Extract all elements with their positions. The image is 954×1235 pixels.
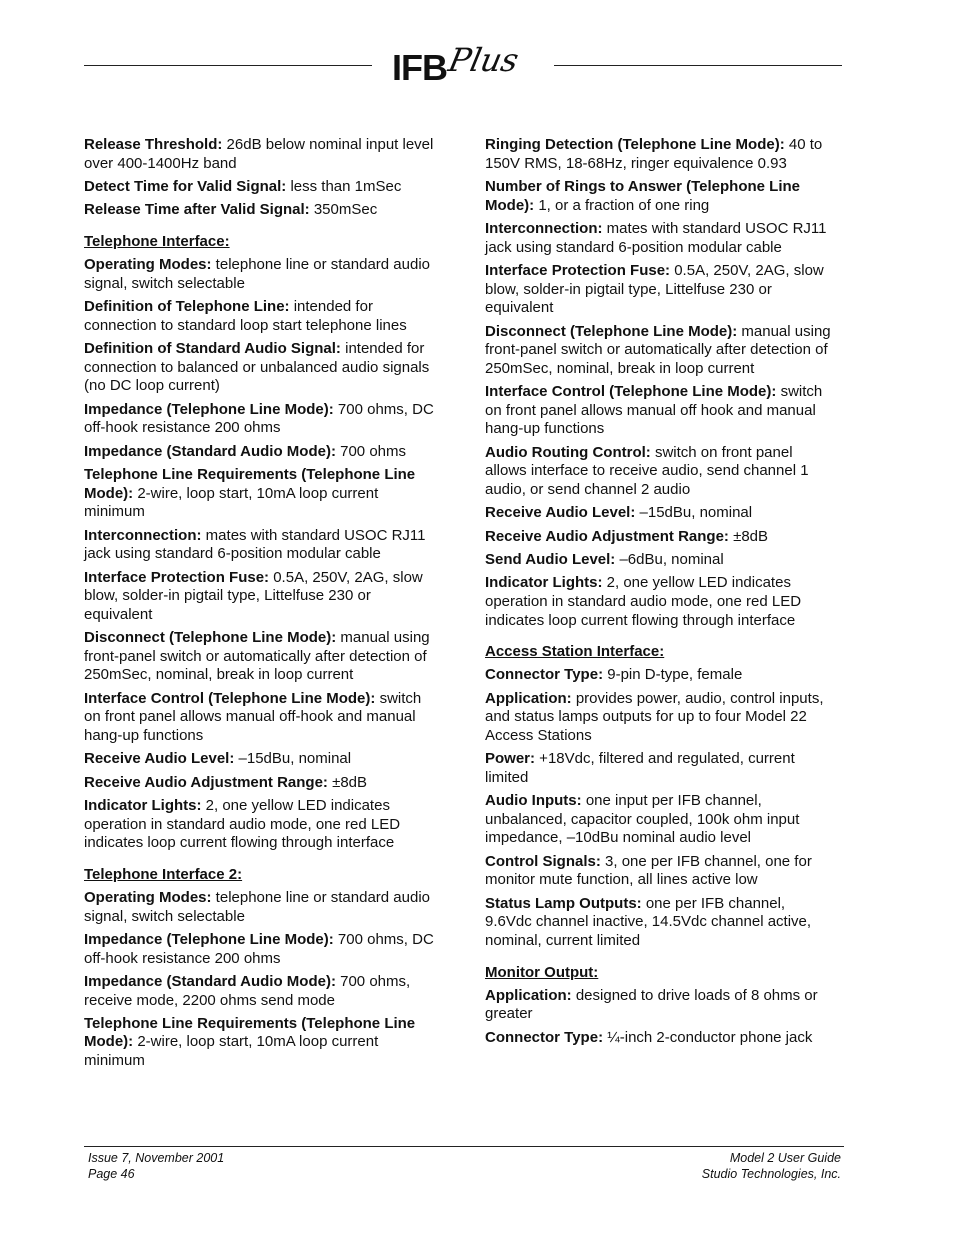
spec-label: Indicator Lights: bbox=[84, 797, 202, 815]
spec-entry bbox=[84, 629, 439, 685]
spec-entry bbox=[485, 551, 835, 570]
spec-entry bbox=[84, 340, 439, 396]
ifb-plus-logo bbox=[392, 40, 523, 88]
left-column bbox=[84, 136, 439, 1075]
spec-entry bbox=[485, 444, 835, 500]
spec-entry bbox=[84, 443, 439, 462]
footer-left bbox=[88, 1151, 224, 1182]
spec-entry bbox=[84, 1015, 439, 1071]
spec-label: Interface Protection Fuse: bbox=[485, 261, 671, 279]
spec-label: Application: bbox=[485, 986, 572, 1004]
spec-entry bbox=[84, 973, 439, 1010]
spec-value: 700 ohms, DC off-hook resistance 200 ohms bbox=[84, 930, 434, 967]
spec-label: Application: bbox=[485, 689, 572, 707]
spec-label: Operating Modes: bbox=[84, 256, 212, 274]
spec-value: +18Vdc, filtered and regulated, current limited bbox=[485, 750, 795, 786]
spec-label: Connector Type: bbox=[485, 666, 604, 684]
spec-label: Receive Audio Adjustment Range: bbox=[485, 527, 729, 545]
section-heading: Telephone Interface 2: bbox=[84, 865, 243, 883]
spec-value: switch on front panel allows manual off-hook and manual hang-up functions bbox=[84, 689, 422, 744]
spec-value: 40 to 150V RMS, 18-68Hz, ringer equivalence 0.93 bbox=[485, 136, 823, 172]
spec-entry bbox=[84, 256, 439, 293]
spec-value: mates with standard USOC RJ11 jack using standard 6-position modular cable bbox=[84, 526, 426, 563]
spec-label: Ringing Detection (Telephone Line Mode): bbox=[485, 136, 785, 153]
spec-entry bbox=[84, 690, 439, 746]
spec-value: intended for connection to balanced or unbalanced audio signals (no DC loop current) bbox=[84, 340, 430, 395]
spec-label: Disconnect (Telephone Line Mode): bbox=[84, 629, 337, 647]
spec-value: –15dBu, nominal bbox=[635, 504, 753, 522]
spec-value: switch on front panel allows manual off hook and manual hang-up functions bbox=[485, 383, 823, 438]
spec-entry bbox=[84, 298, 439, 335]
spec-entry bbox=[84, 527, 439, 564]
spec-value: switch on front panel allows interface to receive audio, send channel 1 audio, or send channel 2 audio bbox=[485, 443, 809, 498]
spec-value: manual using front-panel switch or automatically after detection of 250mSec, nominal, break in loop current bbox=[485, 322, 831, 377]
spec-entry bbox=[485, 666, 835, 685]
spec-entry bbox=[84, 889, 439, 926]
section-heading: Telephone Interface: bbox=[84, 232, 230, 250]
spec-label: Power: bbox=[485, 750, 536, 768]
right-column bbox=[485, 136, 835, 1052]
spec-label: Receive Audio Level: bbox=[485, 504, 636, 522]
spec-label: Operating Modes: bbox=[84, 888, 212, 906]
spec-entry bbox=[485, 690, 835, 746]
spec-value: 2-wire, loop start, 10mA loop current minimum bbox=[84, 1033, 379, 1070]
spec-entry bbox=[485, 987, 835, 1024]
footer-page-number: Page 46 bbox=[88, 1166, 135, 1181]
spec-value: telephone line or standard audio signal, switch selectable bbox=[84, 256, 431, 292]
header-rule-right bbox=[554, 65, 842, 66]
spec-value: 9-pin D-type, female bbox=[603, 666, 743, 684]
spec-label: Audio Routing Control: bbox=[485, 443, 651, 461]
spec-value: one per IFB channel, 9.6Vdc channel inactive, 14.5Vdc channel active, nominal, current limited bbox=[485, 894, 812, 950]
spec-label: Interface Control (Telephone Line Mode): bbox=[485, 383, 777, 401]
spec-value: 700 ohms bbox=[335, 442, 406, 460]
header-rule-left bbox=[84, 65, 372, 66]
spec-value: ±8dB bbox=[327, 773, 368, 791]
spec-value: manual using front-panel switch or automatically after detection of 250mSec, nominal, break in loop current bbox=[84, 629, 430, 684]
spec-entry bbox=[84, 797, 439, 853]
spec-label: Release Time after Valid Signal: bbox=[84, 201, 310, 219]
spec-value: less than 1mSec bbox=[286, 177, 402, 195]
spec-value: –6dBu, nominal bbox=[615, 551, 724, 569]
spec-label: Telephone Line Requirements (Telephone Line Mode): bbox=[84, 1014, 416, 1051]
spec-entry bbox=[485, 220, 835, 257]
spec-entry bbox=[485, 574, 835, 630]
section-heading: Access Station Interface: bbox=[485, 643, 665, 661]
spec-label: Impedance (Telephone Line Mode): bbox=[84, 400, 334, 418]
spec-value: 2-wire, loop start, 10mA loop current minimum bbox=[84, 484, 379, 521]
footer-company: Studio Technologies, Inc. bbox=[701, 1166, 841, 1181]
spec-label: Receive Audio Level: bbox=[84, 750, 235, 768]
spec-entry bbox=[485, 323, 835, 379]
spec-entry bbox=[84, 569, 439, 625]
spec-label: Telephone Line Requirements (Telephone Line Mode): bbox=[84, 465, 416, 502]
spec-entry bbox=[485, 1029, 835, 1048]
spec-label: Definition of Telephone Line: bbox=[84, 298, 290, 316]
spec-label: Interface Protection Fuse: bbox=[84, 568, 270, 586]
spec-label: Detect Time for Valid Signal: bbox=[84, 177, 287, 195]
spec-value: 0.5A, 250V, 2AG, slow blow, solder-in pigtail type, Littelfuse 230 or equivalent bbox=[485, 261, 824, 317]
spec-entry bbox=[485, 895, 835, 951]
spec-entry bbox=[84, 136, 439, 173]
spec-entry bbox=[485, 136, 835, 173]
section-heading: Monitor Output: bbox=[485, 963, 599, 981]
spec-value: 2, one yellow LED indicates operation in standard audio mode, one red LED indicates loop current flowing through interface bbox=[84, 797, 401, 852]
spec-label: Indicator Lights: bbox=[485, 574, 603, 592]
spec-value: 3, one per IFB channel, one for monitor mute function, all lines active low bbox=[485, 852, 812, 889]
spec-entry bbox=[485, 383, 835, 439]
spec-value: provides power, audio, control inputs, and status lamps outputs for up to four Model 22 Access Stations bbox=[485, 689, 824, 744]
spec-value: 350mSec bbox=[309, 201, 378, 219]
spec-value: 700 ohms, receive mode, 2200 ohms send mode bbox=[84, 972, 411, 1009]
spec-label: Impedance (Standard Audio Mode): bbox=[84, 442, 336, 460]
spec-value: 700 ohms, DC off-hook resistance 200 ohms bbox=[84, 400, 434, 437]
logo-main-text: IFB bbox=[392, 47, 447, 88]
spec-entry bbox=[485, 853, 835, 890]
footer-rule bbox=[84, 1146, 844, 1147]
spec-label: Audio Inputs: bbox=[485, 792, 582, 810]
spec-label: Send Audio Level: bbox=[485, 551, 616, 569]
spec-label: Status Lamp Outputs: bbox=[485, 894, 642, 912]
spec-value: designed to drive loads of 8 ohms or greater bbox=[485, 986, 818, 1023]
spec-label: Number of Rings to Answer (Telephone Line Mode): bbox=[485, 177, 801, 214]
spec-value: telephone line or standard audio signal, switch selectable bbox=[84, 888, 431, 925]
spec-label: Receive Audio Adjustment Range: bbox=[84, 773, 328, 791]
footer-right bbox=[702, 1151, 841, 1182]
spec-label: Interconnection: bbox=[485, 219, 603, 237]
spec-value: –15dBu, nominal bbox=[234, 750, 352, 768]
spec-value: 0.5A, 250V, 2AG, slow blow, solder-in pigtail type, Littelfuse 230 or equivalent bbox=[84, 568, 423, 623]
spec-label: Interface Control (Telephone Line Mode): bbox=[84, 689, 376, 707]
spec-entry bbox=[84, 750, 439, 769]
spec-entry bbox=[84, 401, 439, 438]
spec-entry bbox=[84, 931, 439, 968]
spec-value: one input per IFB channel, unbalanced, capacitor coupled, 100k ohm input impedance, –10dBu nominal audio level bbox=[485, 792, 800, 847]
spec-entry bbox=[485, 528, 835, 547]
spec-value: ±8dB bbox=[728, 527, 769, 545]
spec-entry bbox=[485, 262, 835, 318]
footer-guide-title: Model 2 User Guide bbox=[729, 1151, 841, 1165]
spec-entry bbox=[485, 750, 835, 787]
spec-entry bbox=[485, 792, 835, 848]
spec-value: intended for connection to standard loop start telephone lines bbox=[84, 298, 407, 334]
spec-label: Definition of Standard Audio Signal: bbox=[84, 340, 341, 358]
spec-entry bbox=[84, 774, 439, 793]
spec-entry bbox=[485, 178, 835, 215]
logo-script-text: Plus bbox=[445, 41, 523, 79]
spec-label: Disconnect (Telephone Line Mode): bbox=[485, 322, 738, 340]
spec-entry bbox=[84, 201, 439, 220]
spec-value: ¼-inch 2-conductor phone jack bbox=[603, 1028, 813, 1046]
spec-value: 26dB below nominal input level over 400-1400Hz band bbox=[84, 136, 434, 172]
spec-label: Control Signals: bbox=[485, 852, 601, 870]
spec-label: Connector Type: bbox=[485, 1028, 604, 1046]
spec-label: Interconnection: bbox=[84, 526, 202, 544]
spec-value: 2, one yellow LED indicates operation in standard audio mode, one red LED indicates loop current flowing through interface bbox=[485, 574, 802, 629]
spec-label: Release Threshold: bbox=[84, 136, 223, 153]
spec-label: Impedance (Standard Audio Mode): bbox=[84, 972, 336, 990]
spec-label: Impedance (Telephone Line Mode): bbox=[84, 930, 334, 948]
spec-value: mates with standard USOC RJ11 jack using standard 6-position modular cable bbox=[485, 219, 827, 256]
footer-issue: Issue 7, November 2001 bbox=[88, 1151, 225, 1165]
spec-value: 1, or a fraction of one ring bbox=[534, 196, 710, 214]
spec-entry bbox=[485, 504, 835, 523]
spec-entry bbox=[84, 178, 439, 197]
spec-entry bbox=[84, 466, 439, 522]
